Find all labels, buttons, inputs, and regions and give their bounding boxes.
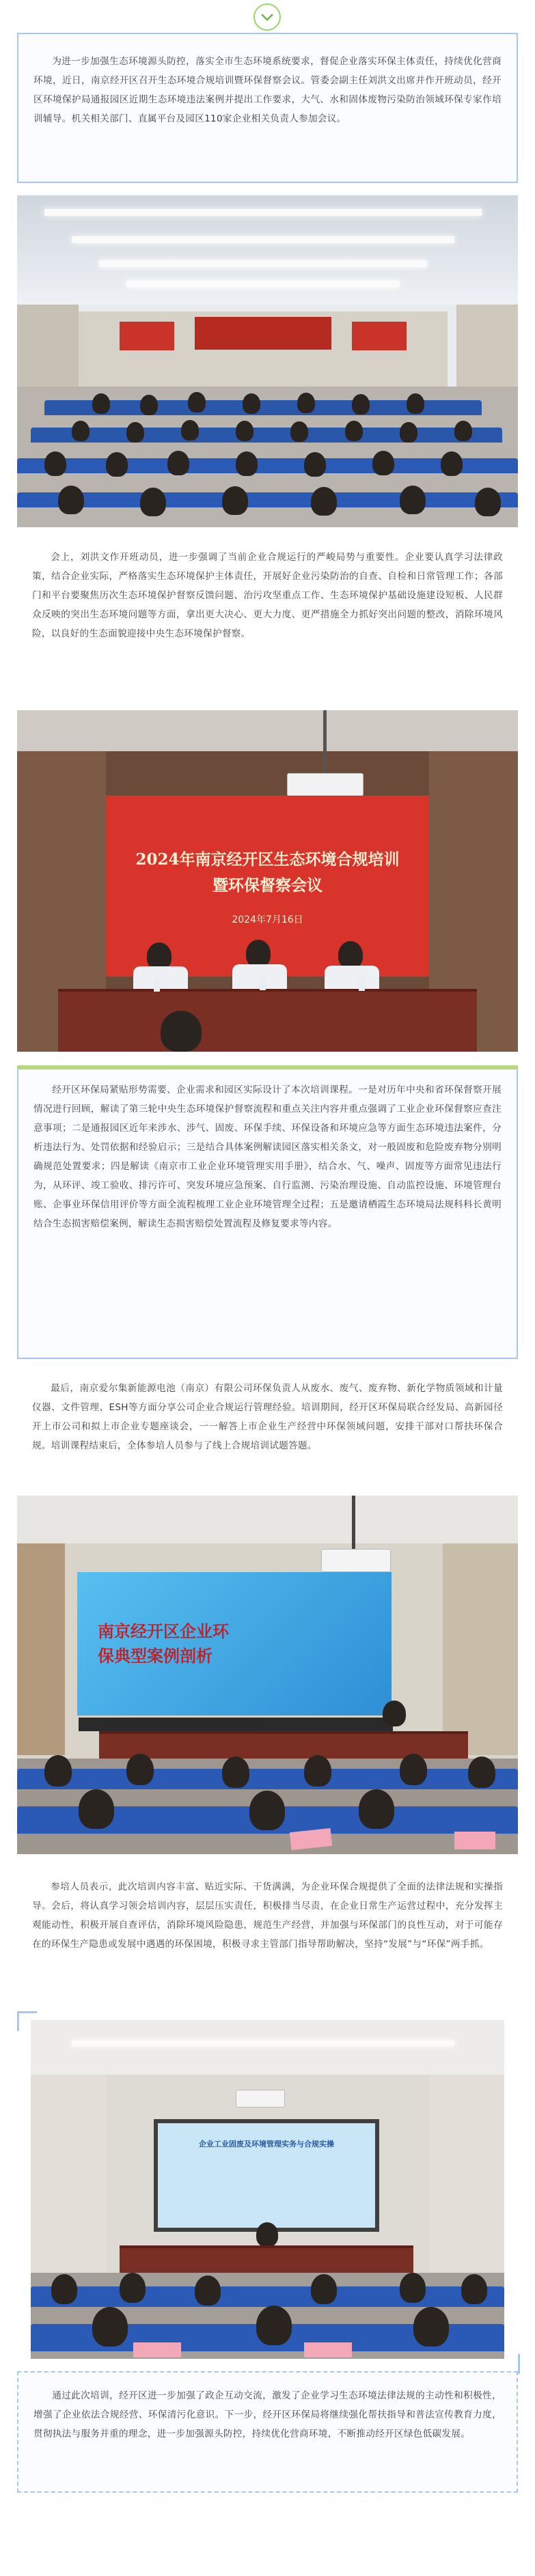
- conference-hall-photo: [17, 195, 518, 527]
- lecture-photo: [17, 1496, 518, 1854]
- course-paragraph: 经开区环保局紧贴形势需要、企业需求和园区实际设计了本次培训课程。一是对历年中央和省环保督察开展情况进行回顾，解读了第三轮中央生态环境保护督察流程和重点关注内容并重点强调了工业企业环保督察应查注意事项；二是通报园区近年来涉水、涉气、固废、环保手续、环保设备和环境应急等方面生态环境违法案件，分析违法行为、处罚依据和经验启示；三是结合具体案例解读园区落实相关条文，对一般固废和危险废弃物分别明确规范处置要求；四是解读《南京市工业企业环境管理实用手册》，结合水、气、噪声、固废等方面常见违法行为，从环评、竣工验收、排污许可、突发环境应急预案、自行监测、污染治理设施、自动监控设施、环境管理台账、企事业环保信用评价等方面全流程梳理工业企业环境管理全过程；五是邀请栖霞生态环境局法规科科长黄明结合生态损害赔偿案例，解读生态损害赔偿处置流程及修复要求等内容。: [33, 1084, 502, 1229]
- banner-date: 2024年7月16日: [232, 914, 303, 925]
- screen-title-line2: 保典型案例剖析: [98, 1647, 212, 1666]
- speech-paragraph: 会上，刘洪文作开班动员，进一步强调了当前企业合规运行的严峻局势与重要性。企业要认真学习法律政策，结合企业实际，严格落实生态环境保护主体责任，开展好企业污染防治的自查、自检和日常管理工作；各部门和平台要聚焦历次生态环境保护督察反馈问题、治污攻坚重点工作、生态环境保护基础设施建设短板、人民群众反映的突出生态环境问题等方面，拿出更大决心、更大力度、更严措施全力抓好突出问题的整改，消除环境风险，以良好的生态面貌迎接中央生态环境保护督察。: [32, 552, 503, 639]
- intro-card: [17, 33, 518, 183]
- workshop-screen-title: 企业工业固废及环境管理实务与合规实操: [199, 2140, 334, 2148]
- chevron-down-icon: [253, 3, 282, 31]
- workshop-photo: [31, 2020, 504, 2359]
- projector-icon-2: [321, 1549, 391, 1572]
- banner-title-line2: 暨环保督察会议: [212, 876, 323, 895]
- screen-title-line1: 南京经开区企业环: [98, 1622, 229, 1641]
- projector-icon-3: [236, 2090, 285, 2108]
- lecture-screen: [77, 1572, 392, 1716]
- intro-paragraph: 为进一步加强生态环境源头防控，落实全市生态环境系统要求，督促企业落实环保主体责任，持续优化营商环境，近日，南京经开区召开生态环境合规培训暨环保督察会议。管委会副主任刘洪文出席并作开班动员，经开区环境保护局通报园区近期生态环境违法案例并提出工作要求，大气、水和固体废物污染防治领域环保专家作培训辅导。机关相关部门、直属平台及园区110家企业相关负责人参加会议。: [33, 56, 502, 124]
- feedback-paragraph: 参培人员表示，此次培训内容丰富、贴近实际、干货满满，为企业环保合规提供了全面的法律法规和实操指导。会后，将认真学习领会培训内容，层层压实责任，积极排当尽责，在企业日常生产运营过程中，充分发挥主观能动性，积极开展自查评估，消除环境风险隐患，规范生产经营，并加强与环保部门的良性互动，对于可能存在的环保生产隐患或发展中遇遇的环保困境，积极寻求主管部门指导帮助解决，坚持“发展”与“环保”两手抓。: [32, 1881, 503, 1950]
- sharing-section: [17, 1369, 518, 1485]
- speech-section: [17, 538, 518, 702]
- workshop-screen: [154, 2119, 379, 2232]
- stage-banner-photo: [17, 710, 518, 1052]
- projector-icon: [287, 773, 363, 796]
- closing-card: [17, 2371, 518, 2493]
- sharing-paragraph: 最后，南京爱尔集新能源电池（南京）有限公司环保负责人从废水、废气、废弃物、新化学物质领域和计量仪器、文件管理、ESH等方面分享公司企业合规运行管理经验。培训期间，经开区环保局联合经发局、高新园径开上市公司和拟上市企业专题座谈会，一一解答上市企业生产经营中环保领域问题，安排干部对口帮扶环保合规。培训课程结束后，全体参培人员参与了线上合规培训试题答题。: [32, 1383, 503, 1451]
- course-card: [17, 1065, 518, 1359]
- banner-title-line1: 2024年南京经开区生态环境合规培训: [135, 850, 400, 869]
- feedback-section: [17, 1868, 518, 2004]
- closing-paragraph: 通过此次培训，经开区进一步加强了政企互动交流，激发了企业学习生态环境法律法规的主动性和积极性，增强了企业依法合规经营、环保清污化意识。下一步，经开区环保局将继续强化帮扶指导和普法宣传教育力度，贯彻执法与服务并重的理念，进一步加强源头防控，持续优化营商环境，不断推动经开区绿色低碳发展。: [33, 2390, 502, 2439]
